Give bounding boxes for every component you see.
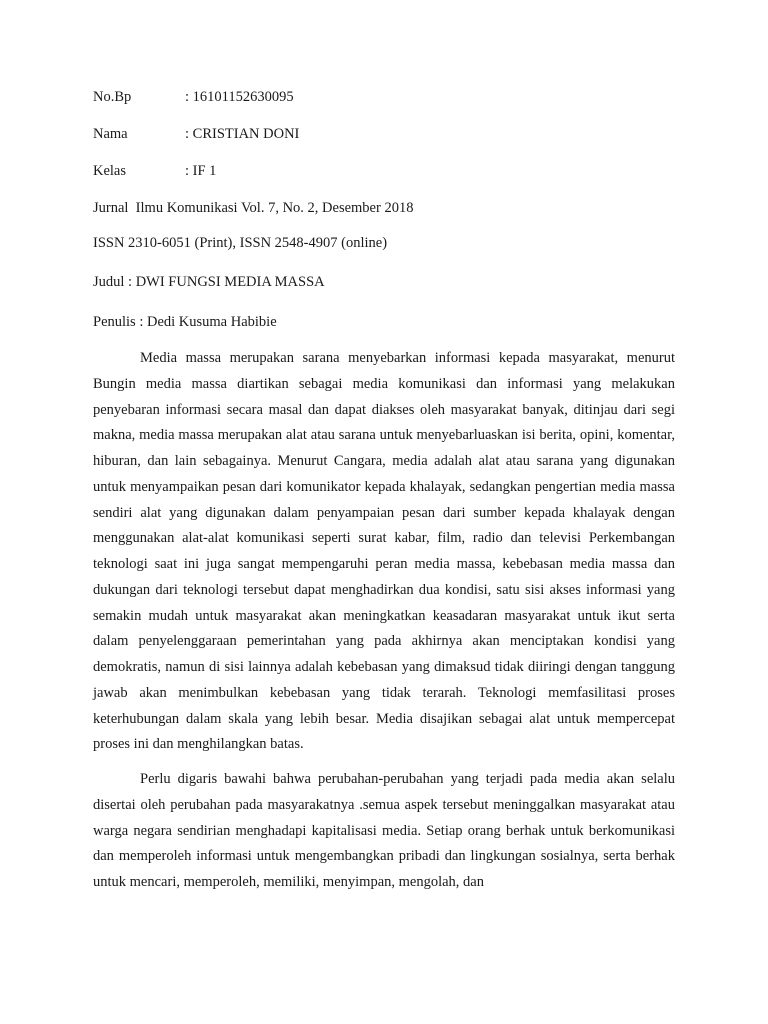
kelas-row (93, 162, 216, 180)
no-bp-label: No.Bp (93, 89, 132, 105)
penulis-line: Penulis : Dedi Kusuma Habibie (93, 314, 277, 330)
kelas-label: Kelas (93, 163, 127, 179)
nama-row (93, 125, 299, 143)
body-paragraph-1: Media massa merupakan sarana menyebarkan informasi kepada masyarakat, menurut Bungin media massa diartikan sebagai media komunikasi dan informasi yang melakukan penyebaran informasi secara masal dan dapat diakses oleh masyarakat banyak, ditinjau dari segi makna, media massa merupakan alat atau sarana untuk menyebarluaskan isi berita, opini, komentar, hiburan, dan lain sebagainya. Menurut Cangara, media adalah alat atau sarana yang digunakan untuk menyampaikan pesan dari komunikator kepada khalayak, sedangkan pengertian media massa sendiri alat yang digunakan dalam penyampaian pesan dari sumber kepada khalayak dengan menggunakan alat-alat komunikasi seperti surat kabar, film, radio dan televisi Perkembangan teknologi saat ini juga sangat mempengaruhi peran media massa, kebebasan media massa dan dukungan dari teknologi tersebut dapat menghadirkan dua kondisi, satu sisi akses informasi yang semakin mudah untuk masyarakat akan meningkatkan keasadaran masyarakat untuk ikut serta dalam penyelenggaraan pemerintahan yang pada akhirnya akan menciptakan kondisi yang demokratis, namun di sisi lainnya adalah kebebasan yang dimaksud tidak diiringi dengan tanggung jawab akan menimbulkan kebebasan yang tidak terarah. Teknologi memfasilitasi proses keterhubungan dalam skala yang lebih besar. Media disajikan sebagai alat untuk mempercepat proses ini dan menghilangkan batas. (93, 350, 675, 753)
nama-value: : CRISTIAN DONI (185, 126, 300, 142)
kelas-value: : IF 1 (185, 163, 217, 179)
judul-line: Judul : DWI FUNGSI MEDIA MASSA (93, 274, 325, 290)
issn-line: ISSN 2310-6051 (Print), ISSN 2548-4907 (online) (93, 235, 388, 251)
no-bp-value: : 16101152630095 (185, 89, 294, 105)
body-paragraph-2: Perlu digaris bawahi bahwa perubahan-perubahan yang terjadi pada media akan selalu disertai oleh perubahan pada masyarakatnya .semua aspek tersebut meninggalkan masyarakat atau warga negara sendirian menghadapi kapitalisasi media. Setiap orang berhak untuk berkomunikasi dan memperoleh informasi untuk mengembangkan pribadi dan lingkungan sosialnya, serta berhak untuk mencari, memperoleh, memiliki, menyimpan, mengolah, dan (93, 771, 675, 890)
nama-label: Nama (93, 126, 128, 142)
jurnal-line: Jurnal Ilmu Komunikasi Vol. 7, No. 2, Desember 2018 (93, 200, 414, 216)
no-bp-row (93, 88, 294, 106)
